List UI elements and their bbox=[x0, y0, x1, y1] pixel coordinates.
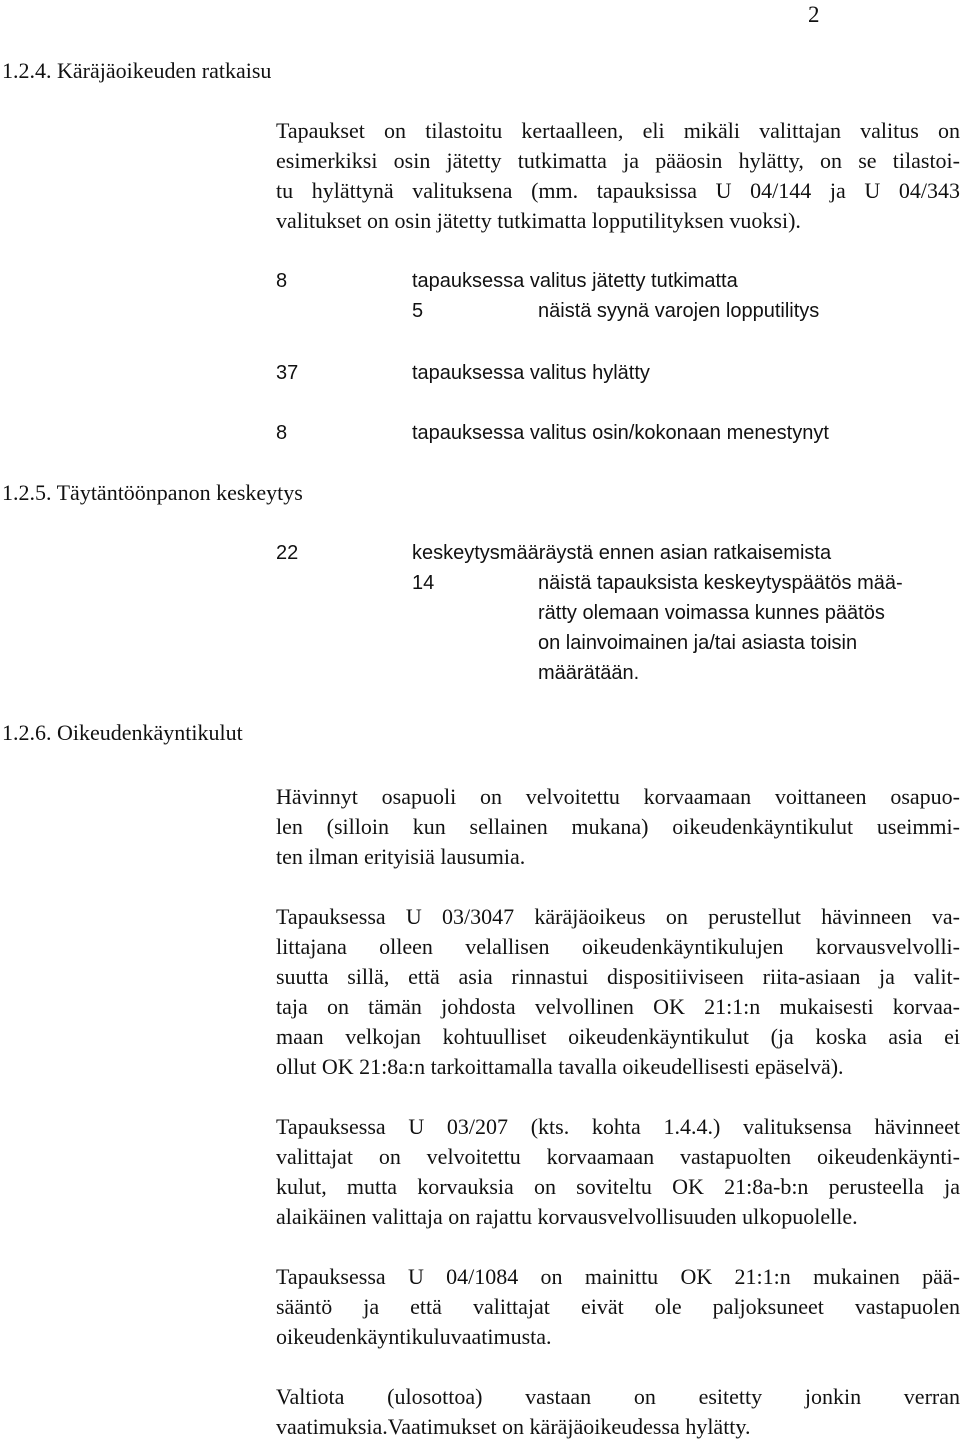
paragraph-line: taja on tämän johdosta velvollinen OK 21:1:n mukaisesti korvaa- bbox=[276, 994, 960, 1019]
paragraph-line: Tapaukset on tilastoitu kertaalleen, eli mikäli valittajan valitus on bbox=[276, 118, 960, 143]
paragraph-line: suutta sillä, että asia rinnastui dispositiiviseen riita-asiaan ja valit- bbox=[276, 964, 960, 989]
stat-text: tapauksessa valitus hylätty bbox=[412, 362, 650, 384]
section-title: Täytäntöönpanon keskeytys bbox=[56, 480, 303, 505]
section-heading-1-2-4 bbox=[2, 58, 271, 84]
paragraph-line: Valtiota (ulosottoa) vastaan on esitetty jonkin verran bbox=[276, 1384, 960, 1409]
paragraph-line: kulut, mutta korvauksia on soviteltu OK 21:8a-b:n perusteella ja bbox=[276, 1174, 960, 1199]
page-number: 2 bbox=[808, 2, 820, 27]
section-number: 1.2.6. bbox=[2, 720, 52, 745]
paragraph-line: tu hylättynä valituksena (mm. tapauksissa U 04/144 ja U 04/343 bbox=[276, 178, 960, 203]
stat-sub-text: näistä tapauksista keskeytyspäätös mää- bbox=[538, 572, 903, 594]
stat-count: 8 bbox=[276, 422, 288, 444]
stat-count: 22 bbox=[276, 542, 299, 564]
stat-text: tapauksessa valitus jätetty tutkimatta bbox=[412, 270, 738, 292]
paragraph-line: ten ilman erityisiä lausumia. bbox=[276, 844, 526, 869]
paragraph-line: valitukset on osin jätetty tutkimatta lopputilityksen vuoksi). bbox=[276, 208, 801, 233]
stat-sub-text: rätty olemaan voimassa kunnes päätös bbox=[538, 602, 885, 624]
stat-sub-text: määrätään. bbox=[538, 662, 640, 684]
stat-count: 8 bbox=[276, 270, 288, 292]
paragraph-line: Tapauksessa U 03/3047 käräjäoikeus on perustellut hävinneen va- bbox=[276, 904, 960, 929]
section-title: Oikeudenkäyntikulut bbox=[57, 720, 243, 745]
paragraph-line: len (silloin kun sellainen mukana) oikeudenkäyntikulut useimmi- bbox=[276, 814, 960, 839]
paragraph-line: esimerkiksi osin jätetty tutkimatta ja pääosin hylätty, on se tilastoi- bbox=[276, 148, 960, 173]
paragraph-line: Hävinnyt osapuoli on velvoitettu korvaamaan voittaneen osapuo- bbox=[276, 784, 960, 809]
paragraph-line: maan velkojan kohtuulliset oikeudenkäyntikulut (ja koska asia ei bbox=[276, 1024, 960, 1049]
stat-sub-text: on lainvoimainen ja/tai asiasta toisin bbox=[538, 632, 858, 654]
paragraph-line: ollut OK 21:8a:n tarkoittamalla tavalla oikeudellisesti epäselvä). bbox=[276, 1054, 844, 1079]
stat-count: 37 bbox=[276, 362, 299, 384]
paragraph-line: Tapauksessa U 04/1084 on mainittu OK 21:1:n mukainen pää- bbox=[276, 1264, 960, 1289]
paragraph-line: oikeudenkäyntikuluvaatimusta. bbox=[276, 1324, 552, 1349]
paragraph-line: littajana olleen velallisen oikeudenkäyntikulujen korvausvelvolli- bbox=[276, 934, 960, 959]
paragraph-line: valittajat on velvoitettu korvaamaan vastapuolten oikeudenkäynti- bbox=[276, 1144, 960, 1169]
paragraph-line: vaatimuksia.Vaatimukset on käräjäoikeudessa hylätty. bbox=[276, 1414, 751, 1439]
paragraph-line: alaikäinen valittaja on rajattu korvausvelvollisuuden ulkopuolelle. bbox=[276, 1204, 858, 1229]
section-number: 1.2.5. bbox=[2, 480, 52, 505]
section-heading-1-2-6 bbox=[2, 720, 243, 746]
section-title: Käräjäoikeuden ratkaisu bbox=[57, 58, 272, 83]
stat-sub-count: 5 bbox=[412, 300, 424, 322]
stat-text: keskeytysmääräystä ennen asian ratkaisemista bbox=[412, 542, 832, 564]
stat-text: tapauksessa valitus osin/kokonaan menestynyt bbox=[412, 422, 829, 444]
stat-sub-text: näistä syynä varojen lopputilitys bbox=[538, 300, 820, 322]
paragraph-line: Tapauksessa U 03/207 (kts. kohta 1.4.4.) valituksensa hävinneet bbox=[276, 1114, 960, 1139]
paragraph-line: sääntö ja että valittajat eivät ole paljoksuneet vastapuolen bbox=[276, 1294, 960, 1319]
section-number: 1.2.4. bbox=[2, 58, 52, 83]
stat-sub-count: 14 bbox=[412, 572, 435, 594]
section-heading-1-2-5 bbox=[2, 480, 303, 506]
